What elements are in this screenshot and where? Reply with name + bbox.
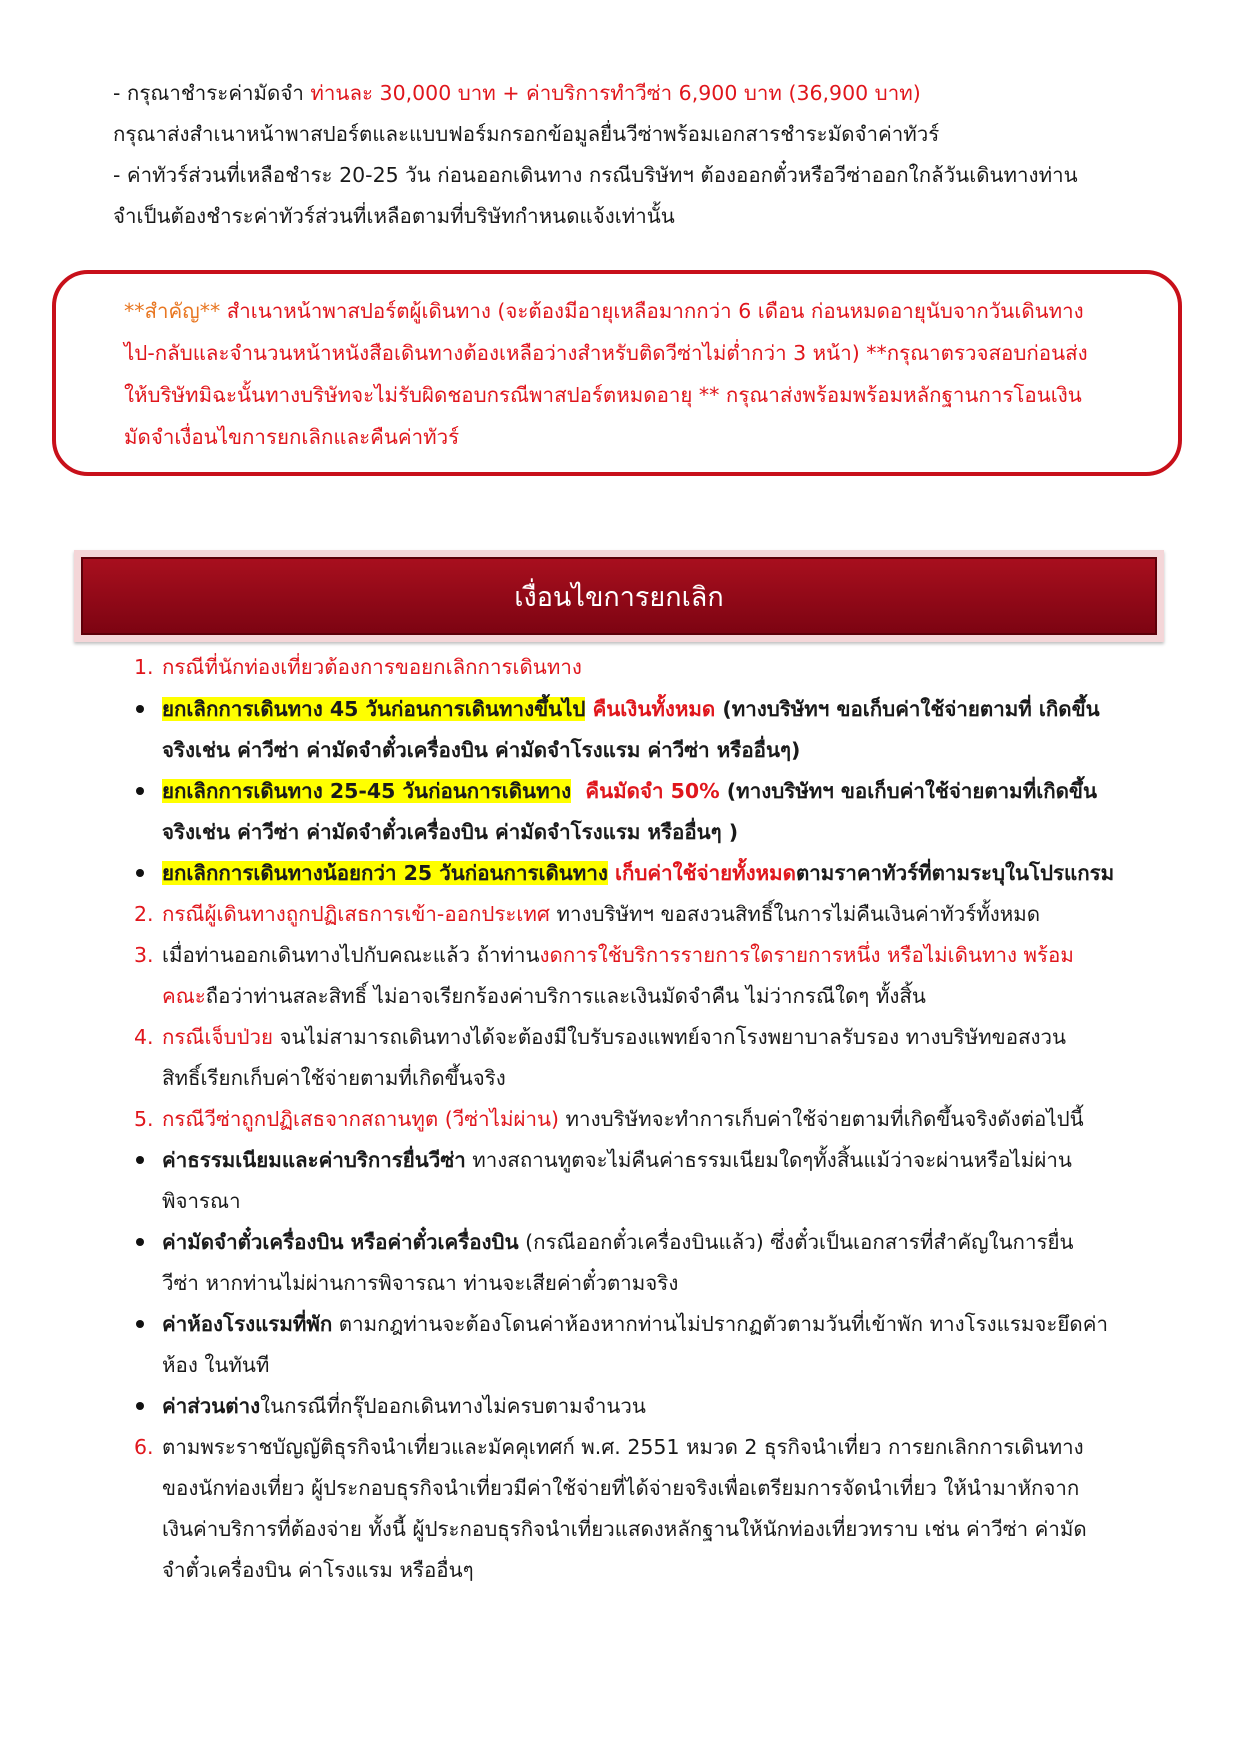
c4-rest: จนไม่สามารถเดินทางได้จะต้องมีใบรับรองแพทย์จากโรงพยาบาลรับรอง ทางบริษัทขอสงวน: [273, 1025, 1067, 1049]
b2-rest: (ทางบริษัทฯ ขอเก็บค่าใช้จ่ายตามที่เกิดขึ้น: [719, 779, 1097, 803]
b5c-bold: ค่าห้องโรงแรมที่พัก: [162, 1312, 333, 1336]
payment-line-2: กรุณาส่งสำเนาหน้าพาสปอร์ตและแบบฟอร์มกรอกข้อมูลยื่นวีซ่าพร้อมเอกสารชำระมัดจำค่าทัวร์: [113, 122, 940, 146]
c2-rest: ทางบริษัทฯ ขอสงวนสิทธิ์ในการไม่คืนเงินค่าทัวร์ทั้งหมด: [549, 902, 1041, 926]
condition-3-text-cont: [162, 983, 926, 1009]
notice-line-4: มัดจำเงื่อนไขการยกเลิกและคืนค่าทัวร์: [124, 425, 460, 449]
condition-1-bullet-2: [162, 778, 1097, 804]
condition-number-5: 5.: [134, 1107, 154, 1131]
cancellation-banner: [74, 550, 1164, 642]
condition-4-text: [162, 1024, 1066, 1050]
condition-number-1: 1.: [134, 655, 154, 679]
c3-l2-rest: ถือว่าท่านสละสิทธิ์ ไม่อาจเรียกร้องค่าบริการและเงินมัดจำคืน ไม่ว่ากรณีใดๆ ทั้งสิ้น: [205, 984, 926, 1008]
c3-red: งดการใช้บริการรายการใดรายการหนึ่ง หรือไม่เดินทาง พร้อม: [539, 943, 1074, 967]
c5-red: กรณีวีซ่าถูกปฏิเสธจากสถานทูต (วีซ่าไม่ผ่าน): [162, 1107, 560, 1131]
notice-line-2: ไป-กลับและจำนวนหน้าหนังสือเดินทางต้องเหลือว่างสำหรับติดวีซ่าไม่ต่ำกว่า 3 หน้า) **กรุณาตรวจสอบก่อนส่ง: [124, 341, 1088, 365]
b5d-bold: ค่าส่วนต่าง: [162, 1394, 261, 1418]
condition-1-bullet-1-cont: จริงเช่น ค่าวีซ่า ค่ามัดจำตั๋วเครื่องบิน ค่ามัดจำโรงแรม ค่าวีซ่า หรืออื่นๆ): [162, 738, 801, 762]
banner-title: เงื่อนไขการยกเลิก: [514, 581, 724, 613]
condition-6-line-4: จำตั๋วเครื่องบิน ค่าโรงแรม หรืออื่นๆ: [162, 1558, 474, 1582]
bullet-icon: [136, 1320, 144, 1328]
b1-highlight: ยกเลิกการเดินทาง 45 วันก่อนการเดินทางขึ้นไป: [162, 697, 586, 721]
condition-5-bullet-2-cont: วีซ่า หากท่านไม่ผ่านการพิจารณา ท่านจะเสียค่าตั๋วตามจริง: [162, 1271, 679, 1295]
condition-6-line-2: ของนักท่องเที่ยว ผู้ประกอบธุรกิจนำเที่ยวมีค่าใช้จ่ายที่ได้จ่ายจริงเพื่อเตรียมการจัดนำเที่ยว ให้นำมาหักจาก: [162, 1476, 1080, 1500]
condition-number-3: 3.: [134, 943, 154, 967]
condition-2-text: [162, 901, 1040, 927]
condition-5-bullet-2: [162, 1229, 1074, 1255]
condition-1-bullet-1: [162, 696, 1100, 722]
b2-highlight: ยกเลิกการเดินทาง 25-45 วันก่อนการเดินทาง: [162, 779, 572, 803]
condition-number-4: 4.: [134, 1025, 154, 1049]
condition-5-bullet-3: [162, 1311, 1108, 1337]
condition-1-bullet-3: [162, 860, 1114, 886]
banner-panel: [81, 557, 1157, 635]
bullet-icon: [136, 1402, 144, 1410]
b5b-rest: (กรณีออกตั๋วเครื่องบินแล้ว) ซึ่งตั๋วเป็นเอกสารที่สำคัญในการยื่น: [518, 1230, 1074, 1254]
c4-red: กรณีเจ็บป่วย: [162, 1025, 274, 1049]
b3-highlight: ยกเลิกการเดินทางน้อยกว่า 25 วันก่อนการเดินทาง: [162, 861, 608, 885]
payment-deposit-label: - กรุณาชำระค่ามัดจำ: [113, 81, 311, 105]
b1-rest: (ทางบริษัทฯ ขอเก็บค่าใช้จ่ายตามที่ เกิดขึ้น: [715, 697, 1100, 721]
notice-important-tag: **สำคัญ**: [124, 299, 221, 323]
b5a-bold: ค่าธรรมเนียมและค่าบริการยื่นวีซ่า: [162, 1148, 466, 1172]
notice-line-1: [124, 298, 1084, 324]
payment-line-1: [113, 80, 921, 106]
condition-5-bullet-4: [162, 1393, 646, 1419]
b5a-rest: ทางสถานทูตจะไม่คืนค่าธรรมเนียมใดๆทั้งสิ้นแม้ว่าจะผ่านหรือไม่ผ่าน: [465, 1148, 1072, 1172]
condition-3-text: [162, 942, 1074, 968]
condition-number-6: 6.: [134, 1435, 154, 1459]
b5c-rest: ตามกฎท่านจะต้องโดนค่าห้องหากท่านไม่ปรากฏตัวตามวันที่เข้าพัก ทางโรงแรมจะยึดค่า: [332, 1312, 1108, 1336]
bullet-icon: [136, 787, 144, 795]
bullet-icon: [136, 1238, 144, 1246]
condition-1-text: กรณีที่นักท่องเที่ยวต้องการขอยกเลิกการเดินทาง: [162, 655, 582, 679]
c5-rest: ทางบริษัทจะทำการเก็บค่าใช้จ่ายตามที่เกิดขึ้นจริงดังต่อไปนี้: [559, 1107, 1084, 1131]
important-notice-box: [52, 270, 1182, 476]
condition-4-text-cont: สิทธิ์เรียกเก็บค่าใช้จ่ายตามที่เกิดขึ้นจริง: [162, 1066, 506, 1090]
b1-refund: คืนเงินทั้งหมด: [592, 697, 716, 721]
condition-1-bullet-2-cont: จริงเช่น ค่าวีซ่า ค่ามัดจำตั๋วเครื่องบิน ค่ามัดจำโรงแรม หรืออื่นๆ ): [162, 820, 739, 844]
b2-refund: คืนมัดจำ 50%: [585, 779, 720, 803]
c2-red: กรณีผู้เดินทางถูกปฏิเสธการเข้า-ออกประเทศ: [162, 902, 550, 926]
condition-6-line-3: เงินค่าบริการที่ต้องจ่าย ทั้งนี้ ผู้ประกอบธุรกิจนำเที่ยวแสดงหลักฐานให้นักท่องเที่ยวทราบ เช่น ค่าวีซ่า ค่ามัด: [162, 1517, 1087, 1541]
condition-5-bullet-1: [162, 1147, 1072, 1173]
payment-line-4: จำเป็นต้องชำระค่าทัวร์ส่วนที่เหลือตามที่บริษัทกำหนดแจ้งเท่านั้น: [113, 204, 675, 228]
condition-5-bullet-3-cont: ห้อง ในทันที: [162, 1353, 270, 1377]
b3-charge: เก็บค่าใช้จ่ายทั้งหมด: [607, 861, 796, 885]
condition-5-bullet-1-cont: พิจารณา: [162, 1189, 241, 1213]
condition-number-2: 2.: [134, 902, 154, 926]
b5d-rest: ในกรณีที่กรุ๊ปออกเดินทางไม่ครบตามจำนวน: [260, 1394, 646, 1418]
payment-deposit-amount: ท่านละ 30,000 บาท + ค่าบริการทำวีซ่า 6,900 บาท (36,900 บาท): [310, 81, 921, 105]
condition-5-text: [162, 1106, 1084, 1132]
b3-rest: ตามราคาทัวร์ที่ตามระบุในโปรแกรม: [795, 861, 1115, 885]
bullet-icon: [136, 705, 144, 713]
bullet-icon: [136, 1156, 144, 1164]
c3-l2-red: คณะ: [162, 984, 206, 1008]
condition-6-line-1: ตามพระราชบัญญัติธุรกิจนำเที่ยวและมัคคุเทศก์ พ.ศ. 2551 หมวด 2 ธุรกิจนำเที่ยว การยกเลิกการเดินทาง: [162, 1435, 1084, 1459]
b5b-bold: ค่ามัดจำตั๋วเครื่องบิน หรือค่าตั๋วเครื่องบิน: [162, 1230, 519, 1254]
notice-line-3: ให้บริษัทมิฉะนั้นทางบริษัทจะไม่รับผิดชอบกรณีพาสปอร์ตหมดอายุ ** กรุณาส่งพร้อมพร้อมหลักฐานการโอนเงิน: [124, 383, 1082, 407]
c3-a: เมื่อท่านออกเดินทางไปกับคณะแล้ว ถ้าท่าน: [162, 943, 540, 967]
notice-text-1: สำเนาหน้าพาสปอร์ตผู้เดินทาง (จะต้องมีอายุเหลือมากกว่า 6 เดือน ก่อนหมดอายุนับจากวันเดินทาง: [220, 299, 1084, 323]
payment-line-3: - ค่าทัวร์ส่วนที่เหลือชำระ 20-25 วัน ก่อนออกเดินทาง กรณีบริษัทฯ ต้องออกตั๋วหรือวีซ่าออกใกล้วันเดินทางท่าน: [113, 163, 1078, 187]
bullet-icon: [136, 869, 144, 877]
